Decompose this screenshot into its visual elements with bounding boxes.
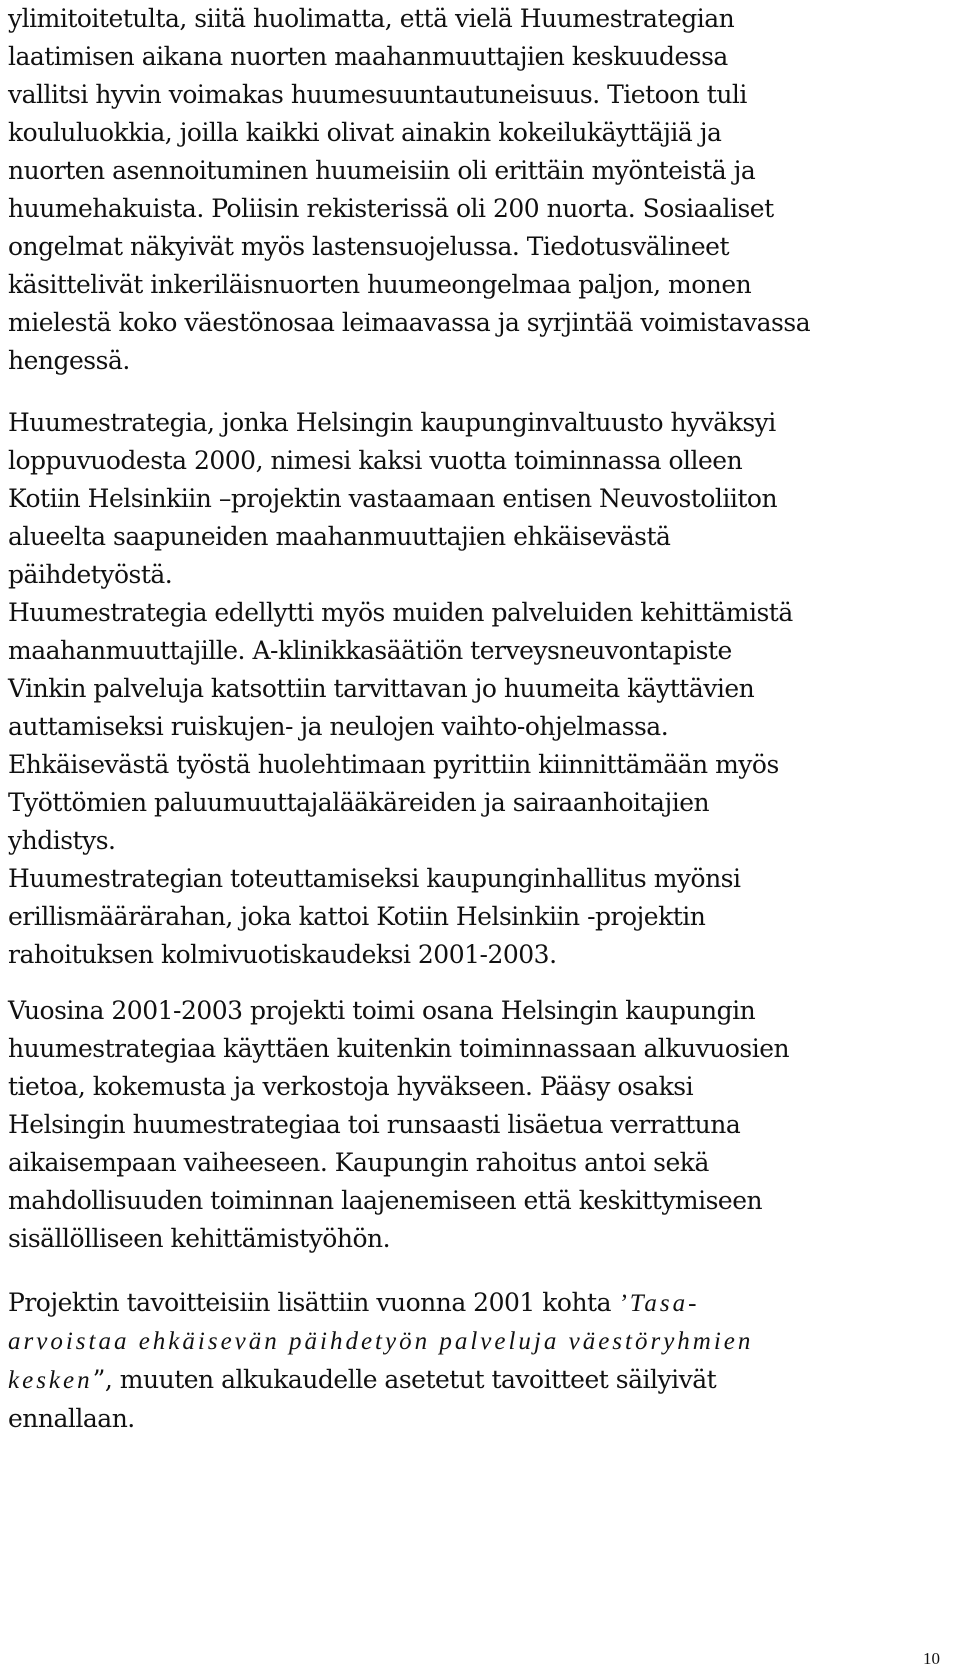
text-line: Vuosina 2001-2003 projekti toimi osana Helsingin kaupungin	[8, 996, 756, 1025]
text-line: yhdistys.	[8, 826, 116, 855]
text-line: Huumestrategia, jonka Helsingin kaupunginvaltuusto hyväksyi	[8, 408, 776, 437]
text-line: vallitsi hyvin voimakas huumesuuntautuneisuus. Tietoon tuli	[8, 80, 747, 109]
text-line: aikaisempaan vaiheeseen. Kaupungin rahoitus antoi sekä	[8, 1148, 709, 1177]
text-run: ”, muuten alkukaudelle asetetut tavoitteet säilyivät	[92, 1365, 717, 1394]
text-line: ongelmat näkyivät myös lastensuojelussa. Tiedotusvälineet	[8, 232, 730, 261]
text-line: rahoituksen kolmivuotiskaudeksi 2001-2003.	[8, 940, 557, 969]
text-line: loppuvuodesta 2000, nimesi kaksi vuotta toiminnassa olleen	[8, 446, 743, 475]
text-run: Projektin tavoitteisiin lisättiin vuonna 2001 kohta	[8, 1288, 619, 1317]
paragraph-2	[8, 404, 948, 974]
text-line: ylimitoitetulta, siitä huolimatta, että vielä Huumestrategian	[8, 4, 735, 33]
text-line: Kotiin Helsinkiin –projektin vastaamaan entisen Neuvostoliiton	[8, 484, 778, 513]
text-line: alueelta saapuneiden maahanmuuttajien ehkäisevästä	[8, 522, 671, 551]
text-line: huumehakuista. Poliisin rekisterissä oli 200 nuorta. Sosiaaliset	[8, 194, 774, 223]
text-line: päihdetyöstä.	[8, 560, 173, 589]
text-line: sisällölliseen kehittämistyöhön.	[8, 1224, 391, 1253]
text-line: erillismäärärahan, joka kattoi Kotiin Helsinkiin -projektin	[8, 902, 706, 931]
text-line: mahdollisuuden toiminnan laajenemiseen että keskittymiseen	[8, 1186, 763, 1215]
text-line: tietoa, kokemusta ja verkostoja hyväkseen. Pääsy osaksi	[8, 1072, 694, 1101]
text-line: mielestä koko väestönosaa leimaavassa ja syrjintää voimistavassa	[8, 308, 811, 337]
text-line	[8, 1361, 948, 1400]
italic-quote-line: arvoistaa ehkäisevän päihdetyön palveluja väestöryhmien	[8, 1328, 754, 1355]
text-line: maahanmuuttajille. A-klinikkasäätiön terveysneuvontapiste	[8, 636, 732, 665]
text-line: käsittelivät inkeriläisnuorten huumeongelmaa paljon, monen	[8, 270, 752, 299]
text-line: laatimisen aikana nuorten maahanmuuttajien keskuudessa	[8, 42, 728, 71]
paragraph-3	[8, 992, 948, 1258]
italic-quote-start: ’Tasa-	[618, 1290, 700, 1317]
text-line: auttamiseksi ruiskujen- ja neulojen vaihto-ohjelmassa.	[8, 712, 669, 741]
text-line: ennallaan.	[8, 1404, 135, 1433]
paragraph-4	[8, 1284, 948, 1438]
page-number: 10	[923, 1649, 940, 1668]
text-line: Ehkäisevästä työstä huolehtimaan pyrittiin kiinnittämään myös	[8, 750, 779, 779]
italic-quote-end: kesken	[8, 1367, 93, 1394]
text-line: nuorten asennoituminen huumeisiin oli erittäin myönteistä ja	[8, 156, 756, 185]
text-line: Työttömien paluumuuttajalääkäreiden ja sairaanhoitajien	[8, 788, 710, 817]
text-line	[8, 1284, 948, 1323]
text-line: Huumestrategia edellytti myös muiden palveluiden kehittämistä	[8, 598, 793, 627]
text-line: koululuokkia, joilla kaikki olivat ainakin kokeilukäyttäjiä ja	[8, 118, 722, 147]
text-line: Huumestrategian toteuttamiseksi kaupunginhallitus myönsi	[8, 864, 741, 893]
text-line: Helsingin huumestrategiaa toi runsaasti lisäetua verrattuna	[8, 1110, 741, 1139]
paragraph-1	[8, 0, 948, 380]
text-line: Vinkin palveluja katsottiin tarvittavan jo huumeita käyttävien	[8, 674, 755, 703]
text-line: huumestrategiaa käyttäen kuitenkin toiminnassaan alkuvuosien	[8, 1034, 790, 1063]
text-line: hengessä.	[8, 346, 130, 375]
